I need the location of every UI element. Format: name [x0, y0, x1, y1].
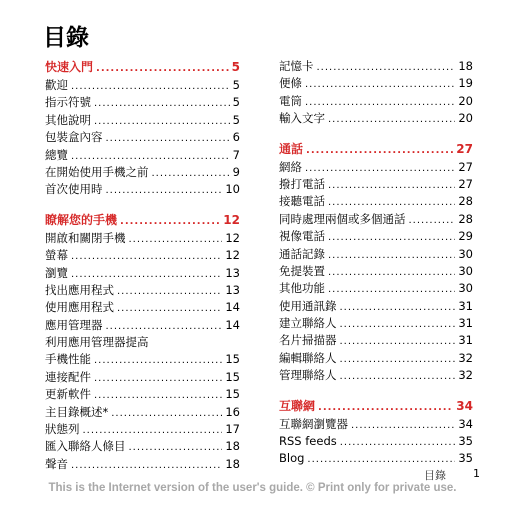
- toc-entry-label: 免提裝置: [279, 263, 325, 278]
- dot-leader: [328, 111, 455, 128]
- dot-leader: [106, 318, 223, 335]
- toc-entry-label: 在開始使用手機之前: [45, 164, 149, 179]
- toc-entry-label: 主目錄概述*: [45, 404, 109, 419]
- dot-leader: [94, 95, 230, 112]
- dot-leader: [94, 352, 222, 369]
- toc-entry-page-number: 15: [225, 352, 240, 367]
- toc-entry-label: 便條: [279, 76, 302, 91]
- toc-entry-page-number: 13: [225, 282, 240, 297]
- toc-heading-page-number: 12: [223, 212, 240, 227]
- dot-leader: [328, 281, 455, 298]
- toc-entry[interactable]: [45, 404, 240, 421]
- toc-entry-label: 聲音: [45, 456, 68, 471]
- toc-entry-label: 連接配件: [45, 369, 91, 384]
- toc-entry-page-number: 30: [458, 281, 473, 296]
- toc-entry-label: 互聯網瀏覽器: [279, 416, 348, 431]
- toc-entry-label: 管理聯絡人: [279, 368, 337, 383]
- toc-entry[interactable]: [279, 93, 473, 110]
- toc-entry-page-number: 5: [232, 112, 240, 127]
- dot-leader: [94, 370, 222, 387]
- toc-entry[interactable]: [279, 280, 473, 297]
- toc-entry-label: 其他說明: [45, 112, 91, 127]
- dot-leader: [129, 439, 223, 456]
- toc-entry-page-number: 6: [232, 130, 240, 145]
- toc-entry[interactable]: [279, 298, 473, 315]
- toc-entry-page-number: 9: [232, 164, 240, 179]
- toc-entry-page-number: 30: [458, 246, 473, 261]
- toc-entry-page-number: 34: [458, 416, 473, 431]
- toc-entry-page-number: 30: [458, 263, 473, 278]
- toc-entry[interactable]: [279, 332, 473, 349]
- toc-entry[interactable]: [45, 351, 240, 368]
- dot-leader: [306, 141, 453, 160]
- toc-entry-page-number: 14: [225, 317, 240, 332]
- toc-entry-page-number: 28: [458, 194, 473, 209]
- toc-entry[interactable]: [279, 416, 473, 433]
- toc-entry[interactable]: [45, 164, 240, 181]
- toc-entry[interactable]: [45, 265, 240, 282]
- dot-leader: [328, 229, 455, 246]
- toc-section-heading[interactable]: [279, 397, 473, 416]
- dot-leader: [340, 434, 456, 451]
- toc-entry-label: 包裝盒內容: [45, 130, 103, 145]
- dot-leader: [71, 78, 230, 95]
- toc-entry[interactable]: [279, 58, 473, 75]
- dot-leader: [340, 316, 456, 333]
- dot-leader: [71, 457, 222, 474]
- dot-leader: [340, 368, 456, 385]
- dot-leader: [117, 283, 222, 300]
- disclaimer-text: This is the Internet version of the user's guide. © Print only for private use.: [48, 482, 457, 494]
- toc-heading-page-number: 27: [456, 141, 473, 156]
- dot-leader: [94, 113, 230, 130]
- dot-leader: [351, 417, 455, 434]
- toc-entry-label: 應用管理器: [45, 317, 103, 332]
- dot-leader: [328, 247, 455, 264]
- toc-entry[interactable]: [45, 456, 240, 473]
- toc-heading-page-number: 34: [456, 398, 473, 413]
- toc-entry-page-number: 5: [232, 95, 240, 110]
- toc-section: [279, 140, 473, 385]
- toc-entry-page-number: 13: [225, 265, 240, 280]
- dot-leader: [340, 299, 456, 316]
- toc-entry-label: 使用通訊錄: [279, 298, 337, 313]
- toc-entry[interactable]: [279, 176, 473, 193]
- toc-entry-label: 接聽電話: [279, 194, 325, 209]
- toc-entry[interactable]: [279, 450, 473, 467]
- dot-leader: [305, 160, 455, 177]
- dot-leader: [328, 194, 455, 211]
- toc-entry[interactable]: [279, 246, 473, 263]
- toc-section-heading[interactable]: [45, 211, 240, 230]
- toc-entry[interactable]: [279, 110, 473, 127]
- toc-entry-label: 記憶卡: [279, 59, 314, 73]
- toc-entry[interactable]: [45, 282, 240, 299]
- dot-leader: [83, 422, 223, 439]
- toc-entry-label: 名片掃描器: [279, 333, 337, 348]
- toc-entry-page-number: 35: [458, 434, 473, 449]
- toc-entry-label: RSS feeds: [279, 434, 337, 449]
- toc-entry-label: 總覽: [45, 147, 68, 162]
- toc-entry[interactable]: [45, 94, 240, 111]
- toc-left-column: [45, 58, 240, 485]
- toc-entry-label: 通話記錄: [279, 246, 325, 261]
- dot-leader: [328, 177, 455, 194]
- dot-leader: [340, 333, 456, 350]
- toc-entry[interactable]: [45, 334, 240, 351]
- toc-entry-label: 手機性能: [45, 352, 91, 367]
- toc-entry-page-number: 20: [458, 111, 473, 126]
- dot-leader: [120, 212, 220, 231]
- toc-entry-label: 電筒: [279, 93, 302, 108]
- toc-entry-page-number: 31: [458, 298, 473, 313]
- toc-entry-page-number: 17: [225, 422, 240, 437]
- toc-entry[interactable]: [279, 75, 473, 92]
- toc-heading-label: 快速入門: [45, 60, 94, 74]
- toc-heading-label: 瞭解您的手機: [45, 212, 118, 227]
- toc-entry-page-number: 15: [225, 369, 240, 384]
- toc-entry-label: 指示符號: [45, 95, 91, 110]
- toc-entry-label: 同時處理兩個或多個通話: [279, 211, 406, 226]
- toc-entry-page-number: 19: [458, 76, 473, 91]
- toc-entry-label: 更新軟件: [45, 387, 91, 402]
- dot-leader: [152, 165, 230, 182]
- toc-entry[interactable]: [45, 77, 240, 94]
- toc-entry-page-number: 29: [458, 229, 473, 244]
- dot-leader: [409, 212, 456, 229]
- toc-entry-page-number: 18: [225, 439, 240, 454]
- toc-entry-label: 網絡: [279, 159, 302, 174]
- toc-entry-label: Blog: [279, 451, 305, 466]
- toc-entry[interactable]: [45, 421, 240, 438]
- toc-entry-page-number: 27: [458, 176, 473, 191]
- toc-entry[interactable]: [45, 386, 240, 403]
- toc-right-column: [279, 58, 473, 480]
- dot-leader: [129, 231, 223, 248]
- dot-leader: [340, 351, 456, 368]
- toc-entry-label: 使用應用程式: [45, 300, 114, 315]
- toc-entry[interactable]: [45, 147, 240, 164]
- toc-entry-page-number: 15: [225, 387, 240, 402]
- toc-entry[interactable]: [45, 299, 240, 316]
- toc-entry-page-number: 27: [458, 159, 473, 174]
- dot-leader: [317, 59, 456, 76]
- toc-entry[interactable]: [279, 193, 473, 210]
- toc-entry[interactable]: [45, 438, 240, 455]
- dot-leader: [111, 405, 222, 422]
- toc-entry-page-number: 5: [232, 78, 240, 92]
- dot-leader: [305, 76, 455, 93]
- toc-heading-label: 互聯網: [279, 398, 316, 413]
- toc-entry[interactable]: [45, 112, 240, 129]
- page-title: 目錄: [43, 25, 89, 51]
- dot-leader: [71, 266, 222, 283]
- toc-entry[interactable]: [45, 230, 240, 247]
- dot-leader: [71, 248, 222, 265]
- toc-section: [279, 58, 473, 128]
- toc-entry[interactable]: [279, 263, 473, 280]
- toc-entry-page-number: 7: [232, 147, 240, 162]
- toc-entry-label: 找出應用程式: [45, 282, 114, 297]
- toc-entry-page-number: 32: [458, 368, 473, 383]
- dot-leader: [318, 398, 453, 417]
- dot-leader: [96, 59, 229, 78]
- toc-entry-label: 建立聯絡人: [279, 316, 337, 331]
- toc-entry-page-number: 20: [458, 93, 473, 108]
- dot-leader: [117, 300, 222, 317]
- toc-entry-page-number: 12: [225, 248, 240, 263]
- toc-entry-page-number: 31: [458, 333, 473, 348]
- toc-entry[interactable]: [279, 211, 473, 228]
- dot-leader: [328, 264, 455, 281]
- toc-entry[interactable]: [279, 228, 473, 245]
- dot-leader: [71, 148, 230, 165]
- toc-entry-label: 輸入文字: [279, 111, 325, 126]
- toc-entry-label: 首次使用時: [45, 182, 103, 197]
- toc-entry-label: 開啟和關閉手機: [45, 230, 126, 245]
- toc-section-heading[interactable]: [279, 140, 473, 159]
- toc-entry-label: 螢幕: [45, 248, 68, 263]
- dot-leader: [106, 130, 230, 147]
- toc-entry-label: 瀏覽: [45, 265, 68, 280]
- toc-entry[interactable]: [279, 433, 473, 450]
- toc-entry[interactable]: [279, 350, 473, 367]
- toc-entry-page-number: 18: [458, 59, 473, 73]
- dot-leader: [305, 94, 455, 111]
- toc-entry-label: 利用應用管理器提高: [45, 335, 149, 350]
- toc-entry[interactable]: [279, 159, 473, 176]
- dot-leader: [94, 387, 222, 404]
- toc-heading-page-number: 5: [231, 60, 240, 74]
- toc-entry[interactable]: [45, 181, 240, 198]
- toc-entry[interactable]: [45, 317, 240, 334]
- footer-section-label: 目錄: [424, 469, 446, 482]
- toc-entry[interactable]: [279, 315, 473, 332]
- toc-entry-label: 撥打電話: [279, 176, 325, 191]
- toc-entry-label: 其他功能: [279, 281, 325, 296]
- toc-entry-page-number: 10: [225, 182, 240, 197]
- toc-entry-label: 匯入聯絡人條目: [45, 439, 126, 454]
- toc-entry[interactable]: [45, 129, 240, 146]
- toc-entry-page-number: 31: [458, 316, 473, 331]
- toc-section: [279, 397, 473, 468]
- toc-entry-page-number: 28: [458, 211, 473, 226]
- toc-entry-page-number: 12: [225, 230, 240, 245]
- toc-entry-page-number: 35: [458, 451, 473, 466]
- toc-entry-label: 狀態列: [45, 422, 80, 437]
- toc-entry[interactable]: [279, 367, 473, 384]
- footer-page-number: 1: [473, 467, 480, 480]
- toc-entry-label: 編輯聯絡人: [279, 350, 337, 365]
- toc-entry-page-number: 18: [225, 456, 240, 471]
- toc-section: [45, 211, 240, 473]
- toc-entry[interactable]: [45, 369, 240, 386]
- toc-entry-page-number: 14: [225, 300, 240, 315]
- toc-heading-label: 通話: [279, 141, 304, 156]
- toc-entry-page-number: 32: [458, 350, 473, 365]
- toc-section-heading[interactable]: [45, 58, 240, 77]
- toc-entry-page-number: 16: [225, 404, 240, 419]
- dot-leader: [106, 182, 223, 199]
- toc-entry-label: 視像電話: [279, 229, 325, 244]
- toc-entry[interactable]: [45, 247, 240, 264]
- toc-section: [45, 58, 240, 199]
- toc-entry-label: 歡迎: [45, 78, 68, 92]
